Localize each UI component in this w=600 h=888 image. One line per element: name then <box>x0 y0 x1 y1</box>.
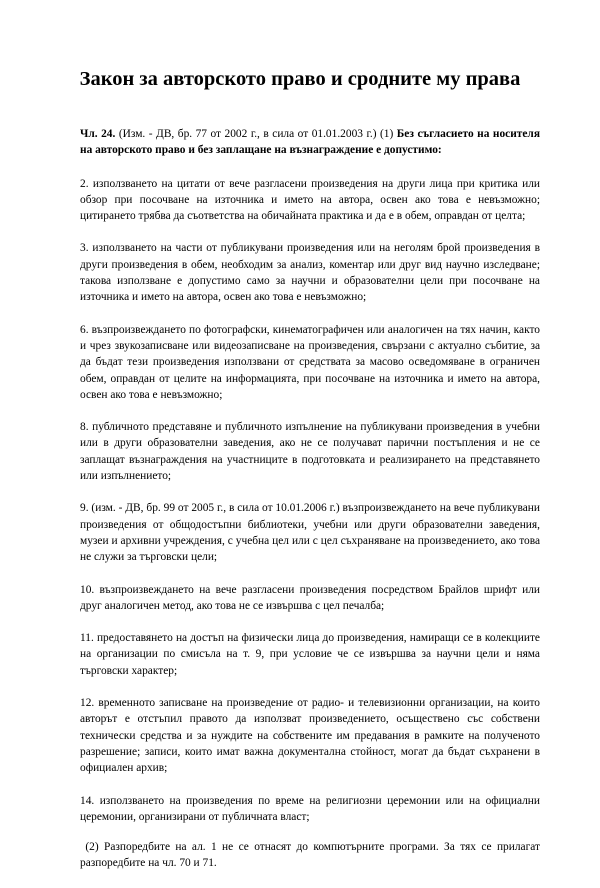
article-intro <box>80 126 540 159</box>
item-8: 8. публичното представяне и публичното изпълнение на публикувани произведения в учебни или в други образователни заведения, ако не се получават парични постъпления и не се заплащат възнаграждения на участниците в подготовката и реализирането на представянето или изпълнението; <box>80 421 540 483</box>
item-9: 9. (изм. - ДВ, бр. 99 от 2005 г., в сила от 10.01.2006 г.) възпроизвеждането на вече публикувани произведения от общодостъпни библиотеки, учебни или други образователни заведения, музеи и архивни учреждения, с учебна цел или с цел съхраняване на произведението, ако това не служи за търговски цели; <box>80 502 540 564</box>
paragraph-2: (2) Разпоредбите на ал. 1 не се отнасят до компютърните програми. За тях се прилагат разпоредбите на чл. 70 и 71. <box>80 841 543 870</box>
item-14: 14. използването на произведения по време на религиозни церемонии или на официални церемонии, организирани от публичната власт; <box>80 794 540 823</box>
article-number: Чл. 24. <box>80 128 116 140</box>
document-body <box>80 126 543 888</box>
item-2: 2. използването на цитати от вече разгласени произведения на други лица при критика или обзор при посочване на източника и името на автора, освен ако това е невъзможно; цитирането трябва да съответства на обичайната практика и да е в обем, оправдан от целта; <box>80 177 540 223</box>
item-6: 6. възпроизвеждането по фотографски, кинематографичен или аналогичен на тях начин, както и чрез звукозаписване или видеозаписване на произведения, свързани с актуално събитие, за да бъдат тези произведения използвани от средствата за масово осведомяване в ограничен обем, оправдан от целите на информацията, при посочване на източника и името на автора, освен ако това е невъзможно; <box>80 323 540 401</box>
item-3: 3. използването на части от публикувани произведения или на неголям брой произведения в други произведения в обем, необходим за анализ, коментар или друг вид научно изследване; такова използване е допустимо само за научни и образователни цели при посочване на източника и името на автора, освен ако това е невъзможно; <box>80 242 540 304</box>
item-10: 10. възпроизвеждането на вече разгласени произведения посредством Брайлов шрифт или друг аналогичен метод, ако това не се извършва с цел печалба; <box>80 583 540 612</box>
item-11: 11. предоставянето на достъп на физически лица до произведения, намиращи се в колекциите на организации по смисъла на т. 9, при условие че се извършва за научни цели и няма търговски характер; <box>80 632 540 677</box>
item-12: 12. временното записване на произведение от радио- и телевизионни организации, на които авторът е отстъпил правото да използват произведението, осъществено със собствени технически средства и за нуждите на собствените им предавания в рамките на полученото разрешение; записи, които имат важна документална стойност, могат да бъдат съхранени в официален архив; <box>80 697 540 775</box>
article-amendment: (Изм. - ДВ, бр. 77 от 2002 г., в сила от 01.01.2003 г.) (1) <box>115 128 397 140</box>
article-bold-clause: Без съгласието на носителя на авторското право и без заплащане на възнаграждение е допустимо: <box>80 128 540 157</box>
document-title: Закон за авторското право и сродните му права <box>79 68 521 90</box>
